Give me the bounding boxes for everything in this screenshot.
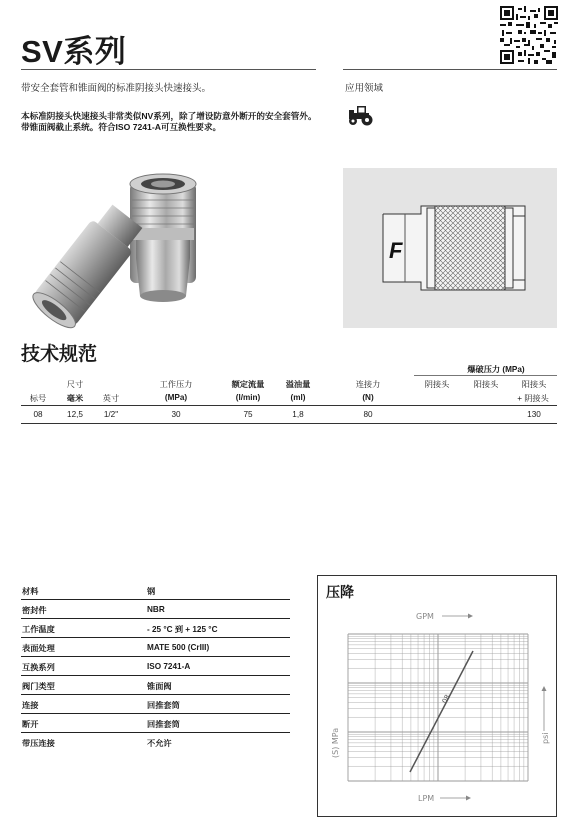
col-flow-header: 额定流量 bbox=[231, 380, 265, 389]
top-axis-arrow-head bbox=[468, 614, 473, 619]
col-work-pressure-unit: (MPa) bbox=[164, 393, 188, 402]
property-divider bbox=[21, 637, 290, 638]
property-label: 连接 bbox=[22, 701, 39, 710]
property-label: 密封件 bbox=[22, 606, 47, 615]
col-flow-unit: (l/min) bbox=[235, 393, 261, 402]
row-work-pressure: 30 bbox=[171, 410, 181, 419]
property-label: 阀门类型 bbox=[22, 682, 55, 691]
qr-code-icon bbox=[500, 6, 558, 64]
page-subtitle: 带安全套管和锥面阀的标准阴接头快速接头。 bbox=[21, 83, 212, 94]
application-label: 应用领域 bbox=[345, 83, 384, 94]
property-divider bbox=[21, 618, 290, 619]
col-connect-force-header: 连接力 bbox=[355, 380, 381, 389]
header-divider-left bbox=[21, 69, 316, 70]
left-axis-label: (S) MPa bbox=[331, 727, 340, 758]
drawing-letter: F bbox=[389, 238, 403, 263]
bottom-axis-label: LPM bbox=[418, 794, 435, 803]
pressure-drop-title: 压降 bbox=[326, 584, 354, 600]
row-connect-force: 80 bbox=[363, 410, 373, 419]
header-divider-right bbox=[343, 69, 557, 70]
spec-header-rule bbox=[21, 405, 557, 406]
property-value: 回推套筒 bbox=[147, 720, 180, 729]
property-divider bbox=[21, 713, 290, 714]
property-label: 互换系列 bbox=[22, 663, 55, 672]
product-photo bbox=[18, 168, 248, 333]
product-description: 本标准阴接头快速接头非常类似NV系列，除了增设防意外断开的安全套管外。带锥面阀截止系统。符合ISO 7241-A可互换性要求。 bbox=[21, 111, 317, 132]
burst-pressure-header: 爆破压力 (MPa) bbox=[467, 365, 525, 374]
property-value: 钢 bbox=[147, 587, 156, 596]
col-male-header: 阳接头 bbox=[473, 380, 499, 389]
property-divider bbox=[21, 732, 290, 733]
spec-row-rule bbox=[21, 423, 557, 424]
technical-drawing bbox=[343, 168, 557, 328]
property-value: 回推套筒 bbox=[147, 701, 180, 710]
pressure-drop-plot bbox=[318, 576, 558, 818]
page-title: SV系列 bbox=[21, 34, 127, 69]
coupling-outline-drawing bbox=[343, 168, 557, 328]
property-value: MATE 500 (CrIII) bbox=[147, 643, 210, 652]
bottom-axis-arrow-head bbox=[466, 796, 471, 801]
burst-pressure-underline bbox=[414, 375, 557, 376]
row-spill: 1,8 bbox=[292, 410, 304, 419]
row-mm: 12,5 bbox=[67, 410, 83, 419]
right-axis-arrow-head bbox=[542, 686, 547, 691]
property-label: 工作温度 bbox=[22, 625, 55, 634]
property-divider bbox=[21, 675, 290, 676]
row-combined-burst: 130 bbox=[527, 410, 541, 419]
col-work-pressure-header: 工作压力 bbox=[159, 380, 193, 389]
property-divider bbox=[21, 656, 290, 657]
col-connect-force-unit: (N) bbox=[362, 393, 374, 402]
col-inch-header: 英寸 bbox=[102, 394, 120, 403]
row-code: 08 bbox=[33, 410, 43, 419]
property-label: 断开 bbox=[22, 720, 39, 729]
property-label: 表面处理 bbox=[22, 644, 55, 653]
property-divider bbox=[21, 599, 290, 600]
col-code-header: 标号 bbox=[29, 394, 47, 403]
col-spill-unit: (ml) bbox=[290, 393, 306, 402]
curve-label: 08 bbox=[440, 693, 452, 705]
col-combined-header-1: 阳接头 bbox=[521, 380, 547, 389]
top-axis-label: GPM bbox=[416, 612, 434, 621]
property-label: 材料 bbox=[22, 587, 39, 596]
property-value: 锥面阀 bbox=[147, 682, 172, 691]
size-header: 尺寸 bbox=[66, 380, 84, 389]
property-value: 不允许 bbox=[147, 739, 172, 748]
spec-section-title: 技术规范 bbox=[21, 344, 98, 365]
col-mm-header: 毫米 bbox=[66, 394, 84, 403]
chart-grid bbox=[348, 634, 528, 781]
property-value: NBR bbox=[147, 605, 165, 614]
col-spill-header: 溢油量 bbox=[285, 380, 311, 389]
tractor-icon bbox=[345, 103, 375, 127]
row-flow: 75 bbox=[243, 410, 253, 419]
property-value: - 25 °C 到 + 125 °C bbox=[147, 625, 218, 634]
right-axis-label: psi bbox=[541, 732, 550, 744]
pressure-drop-chart bbox=[317, 575, 557, 817]
property-divider bbox=[21, 694, 290, 695]
property-value: ISO 7241-A bbox=[147, 662, 191, 671]
property-label: 带压连接 bbox=[22, 739, 55, 748]
pressure-drop-curve bbox=[410, 651, 473, 772]
row-inch: 1/2" bbox=[103, 410, 119, 419]
col-combined-header-2: + 阴接头 bbox=[517, 394, 549, 403]
col-female-header: 阴接头 bbox=[424, 380, 450, 389]
